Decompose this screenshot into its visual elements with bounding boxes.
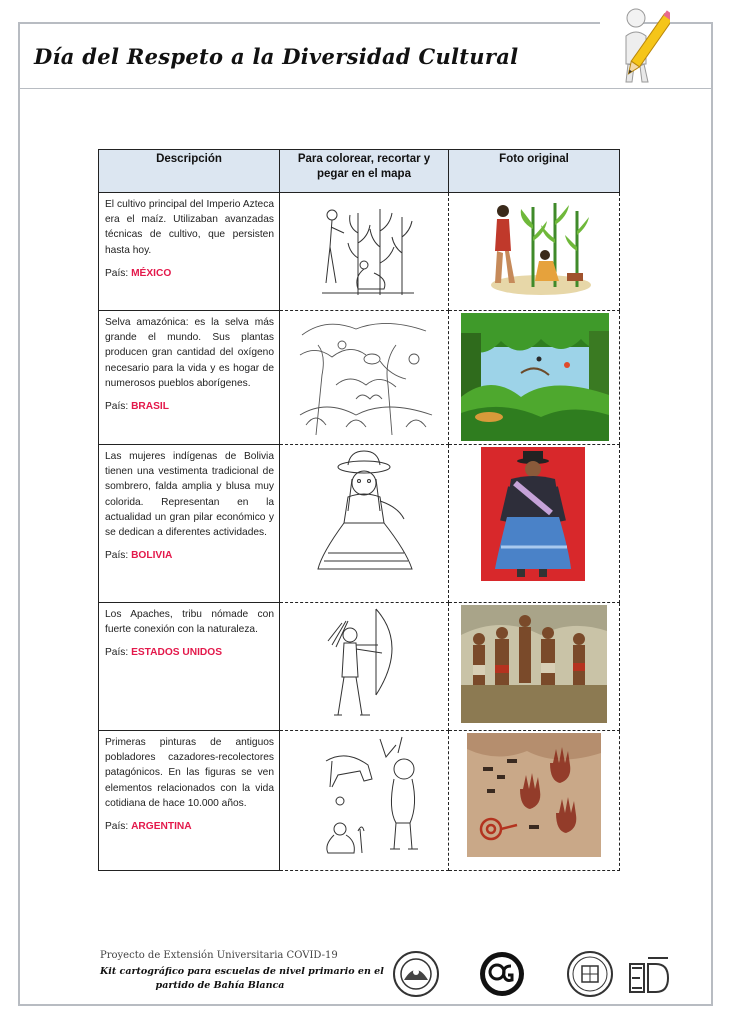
description-cell xyxy=(99,193,280,311)
table-row xyxy=(99,311,620,445)
header-description: Descripción xyxy=(99,150,280,193)
bolivian-woman-photo xyxy=(481,447,585,581)
jungle-drawing xyxy=(296,315,436,437)
culture-table xyxy=(98,149,620,871)
country-label: País: xyxy=(105,401,129,413)
country-name: ARGENTINA xyxy=(131,821,192,833)
table-row xyxy=(99,445,620,603)
country-label: País: xyxy=(105,647,129,659)
pencil-mascot-icon xyxy=(612,6,670,86)
table-row xyxy=(99,603,620,731)
photo-cell xyxy=(449,731,620,871)
description-text: El cultivo principal del Imperio Azteca era el maíz. Utilizaban avanzadas técnicas de cultivo, que persisten hasta hoy. xyxy=(105,199,274,256)
coloring-cell xyxy=(280,193,449,311)
table-header-row xyxy=(99,150,620,193)
bolivian-woman-drawing xyxy=(308,449,422,573)
description-text: Selva amazónica: es la selva más grande el mundo. Sus plantas producen gran cantidad del oxígeno necesario para la vida y es hogar de numerosos pueblos aborígenes. xyxy=(105,317,274,389)
description-text: Primeras pinturas de antiguos pobladores cazadores-recolectores patagónicos. En las figuras se ven elementos relacionados con la vida cotidiana de hace 10.000 años. xyxy=(105,737,274,809)
coloring-cell xyxy=(280,311,449,445)
og-logo xyxy=(478,950,526,998)
description-cell xyxy=(99,603,280,731)
country-name: ESTADOS UNIDOS xyxy=(131,647,223,659)
description-cell xyxy=(99,445,280,603)
country-name: MÉXICO xyxy=(131,267,172,279)
cave-hands-photo xyxy=(467,733,601,857)
university-seal-logo xyxy=(392,950,440,998)
description-text: Los Apaches, tribu nómade con fuerte conexión con la naturaleza. xyxy=(105,609,274,636)
title-rule xyxy=(20,88,713,89)
footer-location: partido de Bahía Blanca xyxy=(155,980,285,991)
photo-cell xyxy=(449,193,620,311)
coloring-cell xyxy=(280,445,449,603)
maize-farmers-photo xyxy=(489,199,593,299)
country-label: País: xyxy=(105,267,129,279)
country-name: BRASIL xyxy=(131,401,169,413)
country-label: País: xyxy=(105,550,129,562)
table-row xyxy=(99,731,620,871)
ed-logo xyxy=(628,954,672,996)
cave-painters-drawing xyxy=(306,735,426,857)
description-cell xyxy=(99,311,280,445)
photo-cell xyxy=(449,603,620,731)
header-coloring: Para colorear, recortar y pegar en el mapa xyxy=(280,150,449,193)
photo-cell xyxy=(449,445,620,603)
title-bar xyxy=(20,26,600,88)
footer-kit: Kit cartográfico para escuelas de nivel primario en el xyxy=(100,966,384,977)
apaches-photo xyxy=(461,605,607,723)
table-row xyxy=(99,193,620,311)
maize-farmers-drawing xyxy=(318,203,418,299)
description-text: Las mujeres indígenas de Bolivia tienen una vestimenta tradicional de sombrero, falda amplia y blusa muy colorida. Representan en la actualidad un gran pilar económico y se dedican a diferentes actividades. xyxy=(105,451,274,539)
page-title: Día del Respeto a la Diversidad Cultural xyxy=(34,44,519,69)
university-seal-logo-2 xyxy=(566,950,614,998)
coloring-cell xyxy=(280,731,449,871)
header-photo: Foto original xyxy=(449,150,620,193)
coloring-cell xyxy=(280,603,449,731)
footer-project: Proyecto de Extensión Universitaria COVID-19 xyxy=(100,950,338,961)
apache-archer-drawing xyxy=(320,605,410,721)
country-name: BOLIVIA xyxy=(131,550,173,562)
description-cell xyxy=(99,731,280,871)
jungle-photo xyxy=(461,313,609,441)
country-label: País: xyxy=(105,821,129,833)
photo-cell xyxy=(449,311,620,445)
